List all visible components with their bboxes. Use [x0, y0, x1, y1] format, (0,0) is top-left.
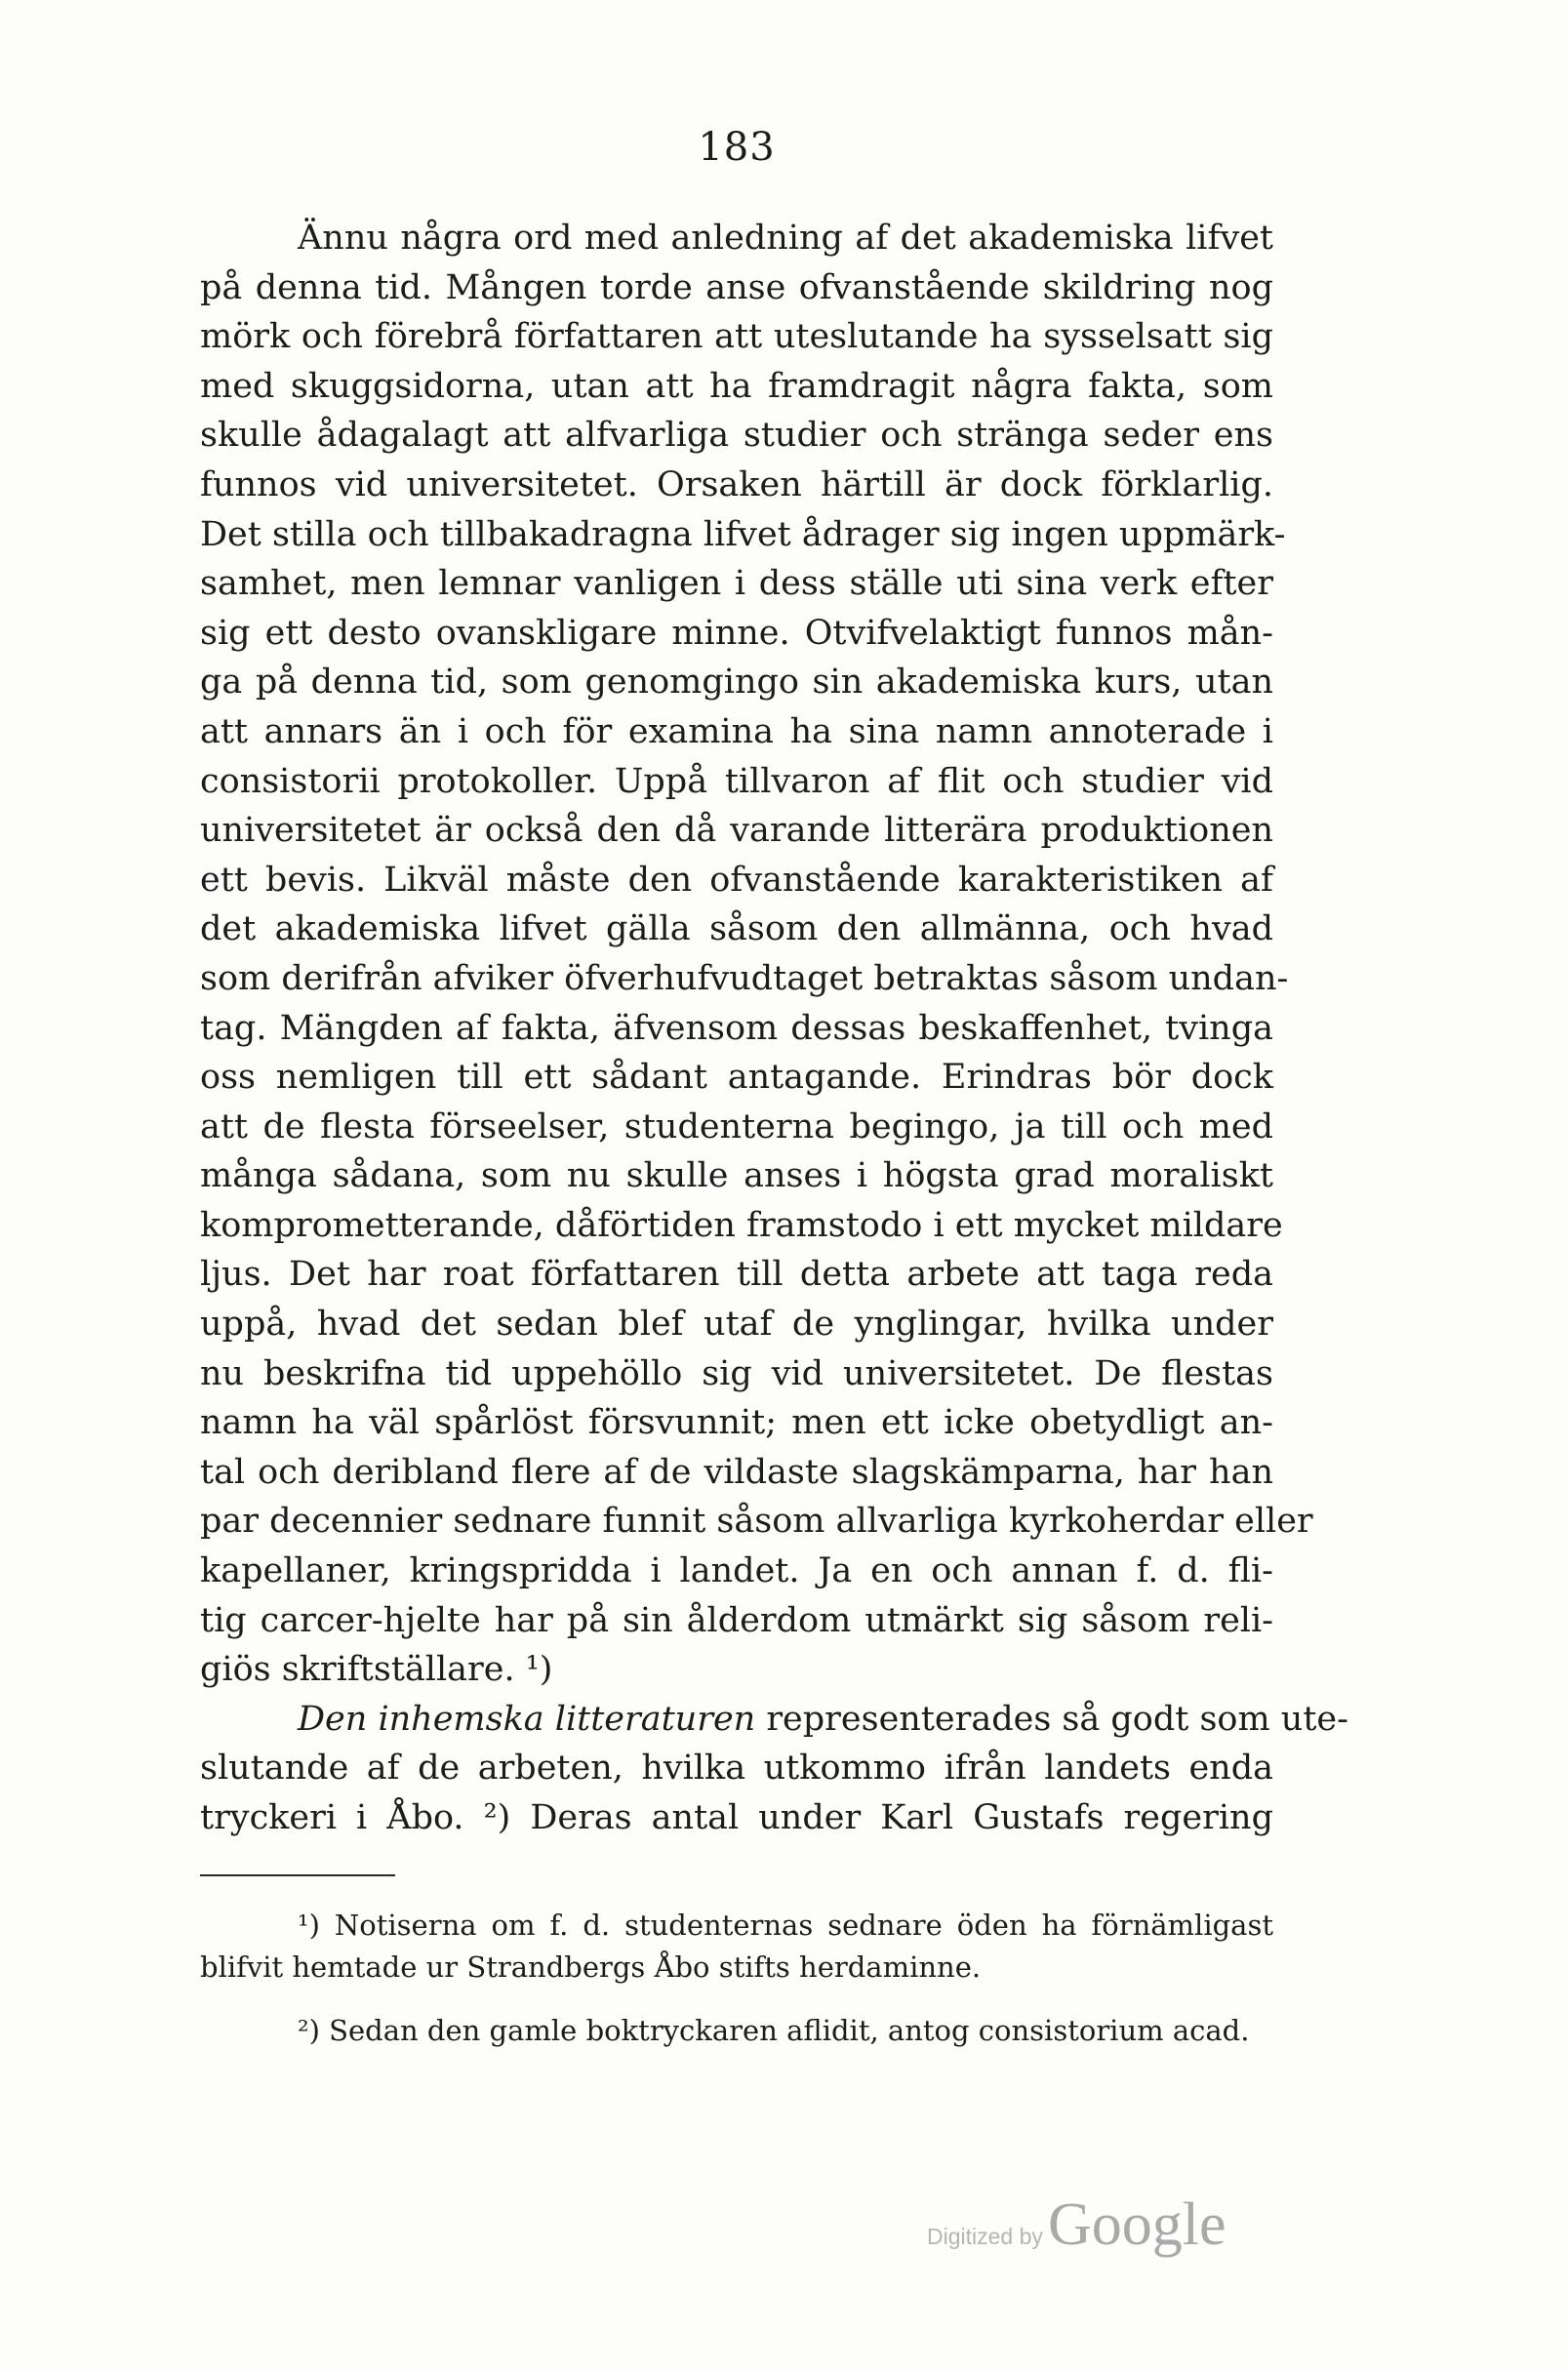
text-line: med skuggsidorna, utan att ha framdragit några fakta, som — [200, 366, 1273, 406]
text-line: samhet, men lemnar vanligen i dess ställe uti sina verk efter — [200, 564, 1273, 604]
text-line: giös skriftställare. ¹) — [200, 1650, 553, 1690]
footnote-1-line: blifvit hemtade ur Strandbergs Åbo stifts herdaminne. — [200, 1950, 982, 1984]
text-line: kapellaner, kringspridda i landet. Ja en och annan f. d. fli- — [200, 1551, 1273, 1591]
footnote-divider — [200, 1874, 395, 1876]
text-line: consistorii protokoller. Uppå tillvaron af flit och studier vid — [200, 761, 1273, 801]
text-line: ga på denna tid, som genomgingo sin akademiska kurs, utan — [200, 663, 1273, 703]
text-line: nu beskrifna tid uppehöllo sig vid universitetet. De flestas — [200, 1353, 1273, 1393]
text-line: många sådana, som nu skulle anses i högsta grad moraliskt — [200, 1156, 1273, 1196]
text-line: slutande af de arbeten, hvilka utkommo ifrån landets enda — [200, 1749, 1273, 1789]
text-line: ljus. Det har roat författaren till detta arbete att taga reda — [200, 1255, 1273, 1295]
footnotes — [200, 1905, 1273, 2052]
text-line: Det stilla och tillbakadragna lifvet ådrager sig ingen uppmärk- — [200, 514, 1286, 554]
page-number: 183 — [698, 125, 776, 170]
italic-phrase: Den inhemska litteraturen — [298, 1699, 756, 1739]
paragraph-2-first-line — [200, 1695, 1348, 1745]
text-line: sig ett desto ovanskligare minne. Otvifvelaktigt funnos mån- — [200, 613, 1273, 653]
google-logo: Google — [1047, 2191, 1226, 2258]
text-line: ett bevis. Likväl måste den ofvanstående karakteristiken af — [200, 860, 1273, 900]
text-line: komprometterande, dåförtiden framstodo i ett mycket mildare — [200, 1205, 1283, 1245]
text-line: uppå, hvad det sedan blef utaf de ynglingar, hvilka under — [200, 1305, 1273, 1345]
text-line: skulle ådagalagt att alfvarliga studier och stränga seder ens — [200, 416, 1273, 456]
text-line: tal och deribland flere af de vildaste slagskämparna, har han — [200, 1452, 1273, 1492]
text-line: par decennier sednare funnit såsom allvarliga kyrkoherdar eller — [200, 1502, 1313, 1542]
text-line: att de flesta förseelser, studenterna begingo, ja till och med — [200, 1106, 1273, 1146]
watermark-prefix: Digitized by — [927, 2224, 1043, 2249]
text-line: Ännu några ord med anledning af det akademiska lifvet — [298, 219, 1273, 258]
digitized-by-google-watermark — [927, 2191, 1226, 2260]
text-line: universitetet är också den då varande litterära produktionen — [200, 811, 1273, 851]
text-line: tig carcer-hjelte har på sin ålderdom utmärkt sig såsom reli- — [200, 1600, 1273, 1640]
text-line: namn ha väl spårlöst försvunnit; men ett icke obetydligt an- — [200, 1403, 1273, 1443]
text-line: på denna tid. Mången torde anse ofvanstående skildring nog — [200, 267, 1273, 307]
text-line: att annars än i och för examina ha sina namn annoterade i — [200, 711, 1273, 751]
text-line: tryckeri i Åbo. ²) Deras antal under Karl Gustafs regering — [200, 1798, 1273, 1837]
footnote-2-line: ²) Sedan den gamle boktryckaren aflidit, antog consistorium acad. — [298, 2014, 1250, 2047]
body-text — [200, 214, 1348, 1843]
footnote-1-line: ¹) Notiserna om f. d. studenternas sednare öden ha förnämligast — [298, 1909, 1273, 1942]
text-line: det akademiska lifvet gälla såsom den allmänna, och hvad — [200, 909, 1273, 949]
text-line: funnos vid universitetet. Orsaken härtill är dock förklarlig. — [200, 464, 1273, 504]
text-line: oss nemligen till ett sådant antagande. Erindras bör dock — [200, 1058, 1273, 1098]
text-line: som derifrån afviker öfverhufvudtaget betraktas såsom undan- — [200, 958, 1289, 998]
text-run: representerades så godt som ute- — [755, 1699, 1348, 1739]
text-line: tag. Mängden af fakta, äfvensom dessas beskaffenhet, tvinga — [200, 1008, 1273, 1048]
text-line: mörk och förebrå författaren att uteslutande ha sysselsatt sig — [200, 317, 1273, 357]
